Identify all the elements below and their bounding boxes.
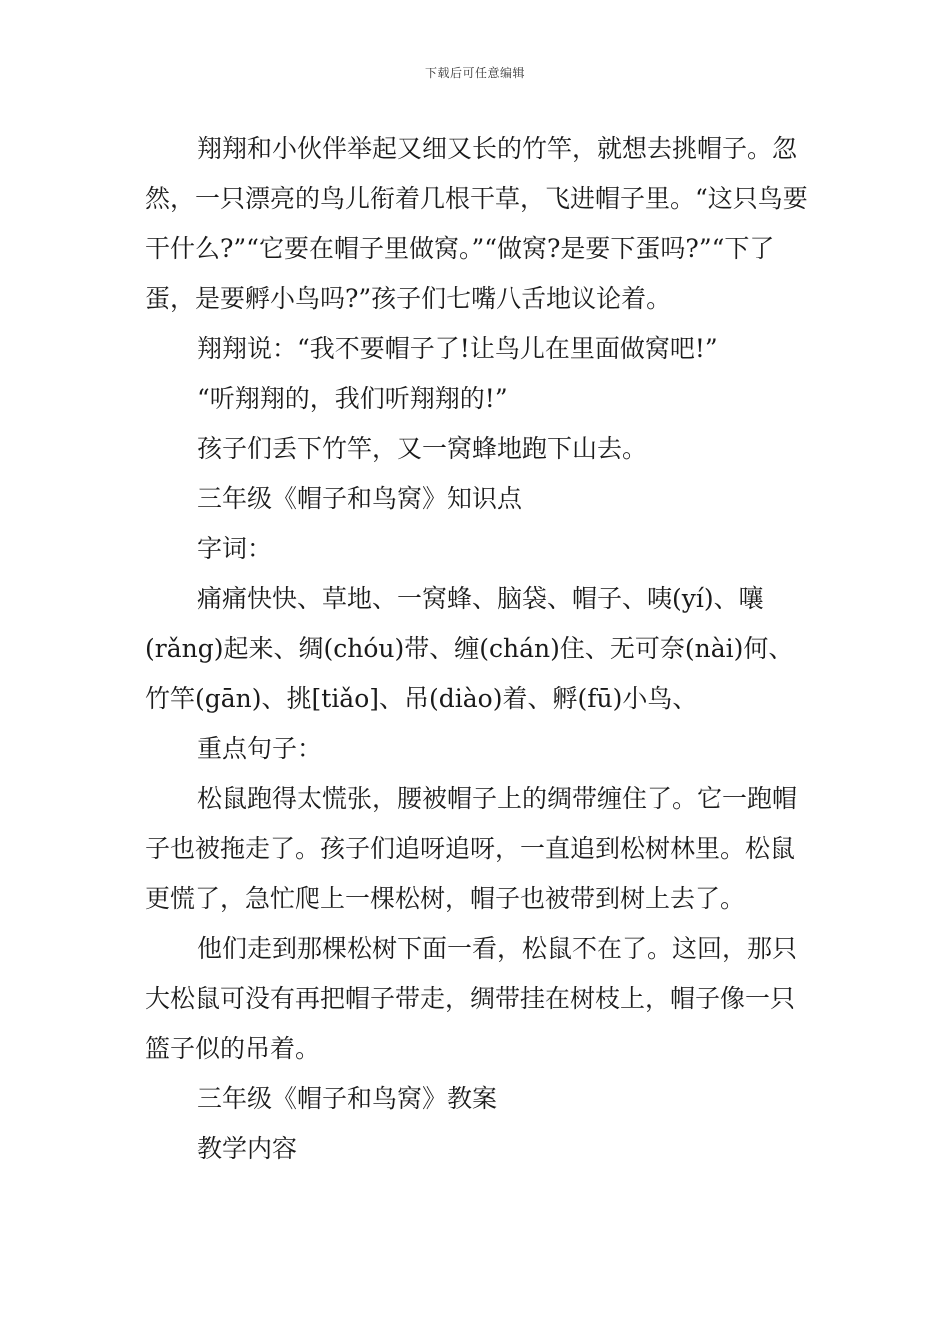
subheading-vocabulary: 字词： <box>197 534 273 563</box>
subheading-key-sentences: 重点句子： <box>197 734 323 763</box>
subheading-teaching-content: 教学内容 <box>197 1134 298 1163</box>
paragraph-vocabulary: 痛痛快快、草地、一窝蜂、脑袋、帽子、咦(yí)、嚷(rǎng)起来、绸(chóu)带、缠(chán)住、无可奈(nài)何、竹竿(gān)、挑[tiǎo]、吊(diào)着、孵(fū)小鸟、 <box>145 584 794 713</box>
paragraph-story-3: “听翔翔的，我们听翔翔的!” <box>197 384 508 413</box>
document-body <box>145 124 809 1174</box>
section-heading-knowledge: 三年级《帽子和鸟窝》知识点 <box>197 484 523 513</box>
page-header: 下载后可任意编辑 <box>424 66 525 80</box>
paragraph-key-sentence-2: 他们走到那棵松树下面一看，松鼠不在了。这回，那只大松鼠可没有再把帽子带走，绸带挂在树枝上，帽子像一只篮子似的吊着。 <box>145 934 798 1063</box>
section-heading-lesson-plan: 三年级《帽子和鸟窝》教案 <box>197 1084 498 1113</box>
paragraph-story-2: 翔翔说：“我不要帽子了!让鸟儿在里面做窝吧!” <box>197 334 718 363</box>
paragraph-story-4: 孩子们丢下竹竿，又一窝蜂地跑下山去。 <box>197 434 648 463</box>
paragraph-story-1: 翔翔和小伙伴举起又细又长的竹竿，就想去挑帽子。忽然，一只漂亮的鸟儿衔着几根干草，飞进帽子里。“这只鸟要干什么?”“它要在帽子里做窝。”“做窝?是要下蛋吗?”“下了蛋，是要孵小鸟吗?”孩子们七嘴八舌地议论着。 <box>145 134 808 313</box>
paragraph-key-sentence-1: 松鼠跑得太慌张，腰被帽子上的绸带缠住了。它一跑帽子也被拖走了。孩子们追呀追呀，一直追到松树林里。松鼠更慌了，急忙爬上一棵松树，帽子也被带到树上去了。 <box>145 784 798 913</box>
